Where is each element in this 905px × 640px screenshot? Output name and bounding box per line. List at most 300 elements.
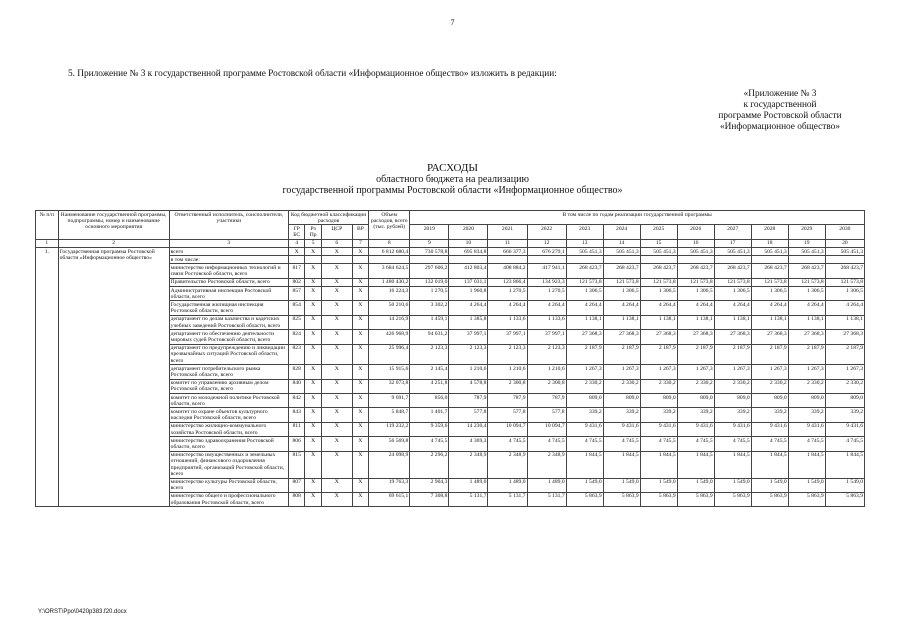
year-value-cell: 339,2 — [677, 408, 714, 422]
grbs-cell: 824 — [288, 330, 304, 344]
year-value-cell: 1 267,3 — [788, 365, 825, 379]
year-value-cell: 9 431,6 — [825, 422, 864, 436]
year-value-cell: 2 296,2 — [410, 451, 449, 478]
year-value-cell: 7 308,8 — [410, 492, 449, 506]
year-value-cell: 417 941,1 — [527, 264, 566, 278]
year-value-cell — [527, 256, 566, 264]
year-value-cell: 4 264,4 — [603, 301, 640, 315]
executor-cell: в том числе: — [169, 256, 288, 264]
year-value-cell: 27 368,3 — [603, 330, 640, 344]
year-value-cell: 809,0 — [640, 394, 677, 408]
executor-cell: министерство имущественных и земельных отношений, финансового оздоровления предприятий, организаций Ростовской области, всего — [169, 451, 288, 478]
year-value-cell: 10 094,7 — [488, 422, 527, 436]
year-value-cell: 4 745,5 — [788, 437, 825, 451]
csr-cell: Х — [321, 408, 352, 422]
year-value-cell: 1 267,3 — [603, 365, 640, 379]
year-value-cell: 1 138,1 — [603, 315, 640, 329]
column-number: 2 — [58, 239, 169, 247]
year-value-cell: 1 306,5 — [603, 287, 640, 301]
year-value-cell: 1 549,0 — [751, 478, 788, 492]
header-year: 2029 — [788, 225, 825, 239]
year-value-cell: 1 133,6 — [488, 315, 527, 329]
vr-cell: Х — [352, 315, 368, 329]
year-value-cell: 5 863,9 — [714, 492, 751, 506]
year-value-cell: 2 300,8 — [488, 379, 527, 393]
vr-cell: Х — [352, 437, 368, 451]
rzpr-cell: Х — [305, 422, 321, 436]
grbs-cell: 828 — [288, 365, 304, 379]
intro-paragraph: 5. Приложение № 3 к государственной программе Ростовской области «Информационное общество» изложить в редакции: — [68, 69, 557, 79]
year-value-cell: 4 264,4 — [788, 301, 825, 315]
year-value-cell: 1 267,3 — [677, 365, 714, 379]
header-csr: ЦСР — [321, 225, 352, 239]
vr-cell: Х — [352, 248, 368, 256]
title-line: областного бюджета на реализацию — [376, 174, 529, 185]
year-value-cell: 5 863,9 — [603, 492, 640, 506]
csr-cell: Х — [321, 248, 352, 256]
column-number: 18 — [751, 239, 788, 247]
year-value-cell: 1 549,0 — [640, 478, 677, 492]
year-value-cell: 2 330,2 — [788, 379, 825, 393]
year-value-cell: 339,2 — [640, 408, 677, 422]
year-value-cell — [677, 256, 714, 264]
year-value-cell: 2 348,9 — [527, 451, 566, 478]
year-value-cell: 1 306,5 — [825, 287, 864, 301]
vr-cell: Х — [352, 394, 368, 408]
year-value-cell: 27 368,3 — [825, 330, 864, 344]
grbs-cell: 808 — [288, 492, 304, 506]
csr-cell: Х — [321, 287, 352, 301]
year-value-cell: 1 549,0 — [788, 478, 825, 492]
header-executor: Ответственный исполнитель, соисполнители, участники — [169, 211, 288, 240]
rzpr-cell: Х — [305, 264, 321, 278]
year-value-cell: 1 549,0 — [603, 478, 640, 492]
year-value-cell: 4 264,4 — [825, 301, 864, 315]
grbs-cell: 854 — [288, 301, 304, 315]
year-value-cell: 1 210,6 — [449, 365, 488, 379]
year-value-cell: 268 423,7 — [677, 264, 714, 278]
executor-cell: департамент по обеспечению деятельности мировых судей Ростовской области, всего — [169, 330, 288, 344]
header-year: 2030 — [825, 225, 864, 239]
year-value-cell: 505 451,3 — [640, 248, 677, 256]
vr-cell: Х — [352, 287, 368, 301]
vr-cell: Х — [352, 344, 368, 365]
year-value-cell: 2 187,9 — [751, 344, 788, 365]
grbs-cell: 811 — [288, 422, 304, 436]
rzpr-cell: Х — [305, 437, 321, 451]
year-value-cell: 4 745,5 — [410, 437, 449, 451]
executor-cell: министерство общего и профессионального образования Ростовской области, всего — [169, 492, 288, 506]
rzpr-cell — [305, 256, 321, 264]
rzpr-cell: Х — [305, 365, 321, 379]
year-value-cell: 121 573,8 — [751, 278, 788, 286]
year-value-cell: 9 431,6 — [751, 422, 788, 436]
year-value-cell: 1 306,5 — [788, 287, 825, 301]
total-cell: 24 098,9 — [369, 451, 410, 478]
year-value-cell: 4 264,4 — [640, 301, 677, 315]
column-number: 20 — [825, 239, 864, 247]
rzpr-cell: Х — [305, 408, 321, 422]
grbs-cell: 823 — [288, 344, 304, 365]
header-year: 2028 — [751, 225, 788, 239]
year-value-cell: 505 451,3 — [751, 248, 788, 256]
header-year: 2026 — [677, 225, 714, 239]
csr-cell: Х — [321, 478, 352, 492]
total-cell: 15 915,6 — [369, 365, 410, 379]
year-value-cell: 505 451,3 — [714, 248, 751, 256]
year-value-cell: 1 138,1 — [751, 315, 788, 329]
header-year: 2025 — [640, 225, 677, 239]
year-value-cell: 134 923,3 — [527, 278, 566, 286]
year-value-cell: 2 187,9 — [566, 344, 603, 365]
year-value-cell: 787,9 — [449, 394, 488, 408]
year-value-cell: 2 904,3 — [410, 478, 449, 492]
year-value-cell: 121 573,8 — [788, 278, 825, 286]
year-value-cell: 787,9 — [527, 394, 566, 408]
executor-cell: всего — [169, 248, 288, 256]
year-value-cell: 2 145,4 — [410, 365, 449, 379]
year-value-cell: 4 264,4 — [488, 301, 527, 315]
executor-cell: комитет по молодежной политике Ростовской области, всего — [169, 394, 288, 408]
total-cell: 14 216,9 — [369, 315, 410, 329]
total-cell: 5 848,7 — [369, 408, 410, 422]
column-number: 19 — [788, 239, 825, 247]
year-value-cell: 4 745,5 — [603, 437, 640, 451]
year-value-cell: 37 997,1 — [449, 330, 488, 344]
title-heading: РАСХОДЫ — [426, 162, 479, 174]
csr-cell — [321, 256, 352, 264]
year-value-cell: 10 094,7 — [527, 422, 566, 436]
year-value-cell: 1 489,0 — [527, 478, 566, 492]
year-value-cell: 14 230,4 — [449, 422, 488, 436]
csr-cell: Х — [321, 422, 352, 436]
executor-cell: министерство здравоохранения Ростовской области, всего — [169, 437, 288, 451]
appendix-line: «Информационное общество» — [720, 122, 840, 132]
year-value-cell: 856,0 — [410, 394, 449, 408]
year-value-cell: 4 745,5 — [566, 437, 603, 451]
year-value-cell: 3 302,2 — [410, 301, 449, 315]
executor-cell: министерство информационных технологий и связи Ростовской области, всего — [169, 264, 288, 278]
year-value-cell: 505 451,3 — [566, 248, 603, 256]
year-value-cell: 1 306,5 — [640, 287, 677, 301]
year-value-cell: 4 745,5 — [751, 437, 788, 451]
executor-cell: Государственная жилищная инспекция Ростовской области, всего — [169, 301, 288, 315]
csr-cell: Х — [321, 379, 352, 393]
year-value-cell: 1 549,0 — [714, 478, 751, 492]
year-value-cell: 2 187,9 — [603, 344, 640, 365]
year-value-cell: 4 745,5 — [714, 437, 751, 451]
year-value-cell: 339,2 — [825, 408, 864, 422]
year-value-cell: 1 267,3 — [566, 365, 603, 379]
header-volume: Объем расходов, всего (тыс. рублей) — [369, 211, 410, 240]
vr-cell: Х — [352, 451, 368, 478]
year-value-cell: 268 423,7 — [603, 264, 640, 278]
year-value-cell: 1 138,1 — [640, 315, 677, 329]
vr-cell: Х — [352, 301, 368, 315]
column-number: 4 — [288, 239, 304, 247]
year-value-cell: 2 330,2 — [825, 379, 864, 393]
total-cell: 25 996,4 — [369, 344, 410, 365]
year-value-cell: 809,0 — [788, 394, 825, 408]
year-value-cell: 37 997,1 — [488, 330, 527, 344]
year-value-cell: 1 844,5 — [603, 451, 640, 478]
year-value-cell: 4 745,5 — [677, 437, 714, 451]
header-year: 2023 — [566, 225, 603, 239]
year-value-cell: 27 368,3 — [788, 330, 825, 344]
executor-cell: министерство жилищно-коммунального хозяйства Ростовской области, всего — [169, 422, 288, 436]
csr-cell: Х — [321, 301, 352, 315]
year-value-cell: 1 133,6 — [527, 315, 566, 329]
grbs-cell: 843 — [288, 408, 304, 422]
column-number: 9 — [410, 239, 449, 247]
program-number: 1. — [36, 248, 59, 507]
csr-cell: Х — [321, 330, 352, 344]
year-value-cell: 1 210,6 — [488, 365, 527, 379]
vr-cell: Х — [352, 264, 368, 278]
year-value-cell — [825, 256, 864, 264]
year-value-cell: 5 863,9 — [825, 492, 864, 506]
year-value-cell: 2 123,3 — [488, 344, 527, 365]
year-value-cell: 730 578,8 — [410, 248, 449, 256]
year-value-cell: 1 267,3 — [751, 365, 788, 379]
year-value-cell: 268 423,7 — [640, 264, 677, 278]
executor-cell: комитет по охране объектов культурного наследия Ростовской области, всего — [169, 408, 288, 422]
year-value-cell: 1 844,5 — [566, 451, 603, 478]
year-value-cell: 505 451,3 — [603, 248, 640, 256]
vr-cell: Х — [352, 422, 368, 436]
year-value-cell: 5 863,9 — [566, 492, 603, 506]
grbs-cell: 840 — [288, 379, 304, 393]
year-value-cell: 121 573,8 — [566, 278, 603, 286]
year-value-cell: 27 368,3 — [566, 330, 603, 344]
year-value-cell: 9 431,6 — [640, 422, 677, 436]
vr-cell: Х — [352, 365, 368, 379]
csr-cell: Х — [321, 437, 352, 451]
total-cell: 69 615,1 — [369, 492, 410, 506]
grbs-cell: Х — [288, 248, 304, 256]
column-number: 6 — [321, 239, 352, 247]
year-value-cell: 5 863,9 — [640, 492, 677, 506]
header-vr: ВР — [352, 225, 368, 239]
year-value-cell: 339,2 — [603, 408, 640, 422]
csr-cell: Х — [321, 492, 352, 506]
year-value-cell: 577,8 — [449, 408, 488, 422]
year-value-cell: 1 844,5 — [788, 451, 825, 478]
grbs-cell: 815 — [288, 451, 304, 478]
rzpr-cell: Х — [305, 278, 321, 286]
year-value-cell: 1 844,5 — [714, 451, 751, 478]
grbs-cell: 857 — [288, 287, 304, 301]
year-value-cell: 695 834,8 — [449, 248, 488, 256]
header-years-group: В том числе по годам реализации государственной программы — [410, 211, 865, 225]
year-value-cell: 809,0 — [751, 394, 788, 408]
year-value-cell: 2 330,2 — [751, 379, 788, 393]
year-value-cell: 1 844,5 — [825, 451, 864, 478]
year-value-cell: 2 187,9 — [788, 344, 825, 365]
total-cell: 1 480 430,2 — [369, 278, 410, 286]
year-value-cell: 121 573,8 — [603, 278, 640, 286]
year-value-cell — [410, 256, 449, 264]
year-value-cell: 27 368,3 — [714, 330, 751, 344]
year-value-cell: 1 138,1 — [677, 315, 714, 329]
csr-cell: Х — [321, 365, 352, 379]
year-value-cell: 5 131,7 — [488, 492, 527, 506]
year-value-cell: 809,0 — [566, 394, 603, 408]
year-value-cell: 1 270,5 — [488, 287, 527, 301]
year-value-cell: 4 745,5 — [488, 437, 527, 451]
year-value-cell: 577,8 — [527, 408, 566, 422]
year-value-cell: 268 423,7 — [825, 264, 864, 278]
year-value-cell: 809,0 — [825, 394, 864, 408]
year-value-cell: 1 489,0 — [449, 478, 488, 492]
year-value-cell: 5 131,7 — [527, 492, 566, 506]
year-value-cell: 5 863,9 — [751, 492, 788, 506]
rzpr-cell: Х — [305, 492, 321, 506]
year-value-cell: 339,2 — [751, 408, 788, 422]
year-value-cell: 2 187,9 — [714, 344, 751, 365]
rzpr-cell: Х — [305, 394, 321, 408]
year-value-cell: 121 573,8 — [714, 278, 751, 286]
vr-cell: Х — [352, 478, 368, 492]
year-value-cell: 121 573,8 — [640, 278, 677, 286]
header-grbs: ГР БС — [288, 225, 304, 239]
vr-cell: Х — [352, 492, 368, 506]
year-value-cell — [449, 256, 488, 264]
year-value-cell: 4 264,4 — [527, 301, 566, 315]
expenses-table — [35, 210, 865, 507]
year-value-cell: 1 306,5 — [751, 287, 788, 301]
appendix-line: «Приложение № 3 — [743, 89, 817, 99]
year-value-cell: 123 866,4 — [488, 278, 527, 286]
year-value-cell: 4 251,8 — [410, 379, 449, 393]
csr-cell: Х — [321, 315, 352, 329]
year-value-cell: 2 330,2 — [640, 379, 677, 393]
executor-cell: комитет по управлению архивным делом Ростовской области, всего — [169, 379, 288, 393]
executor-cell: Правительство Ростовской области, всего — [169, 278, 288, 286]
year-value-cell: 2 330,2 — [603, 379, 640, 393]
rzpr-cell: Х — [305, 248, 321, 256]
year-value-cell: 1 549,0 — [825, 478, 864, 492]
grbs-cell: 806 — [288, 437, 304, 451]
column-number: 16 — [677, 239, 714, 247]
csr-cell: Х — [321, 264, 352, 278]
year-value-cell: 1 270,5 — [527, 287, 566, 301]
year-value-cell: 1 210,6 — [527, 365, 566, 379]
year-value-cell: 1 459,1 — [410, 315, 449, 329]
column-number: 7 — [352, 239, 368, 247]
total-cell: 3 684 624,5 — [369, 264, 410, 278]
year-value-cell: 4 264,4 — [751, 301, 788, 315]
executor-cell: департамент по предупреждению и ликвидации чрезвычайных ситуаций Ростовской области, всего — [169, 344, 288, 365]
year-value-cell: 1 844,5 — [677, 451, 714, 478]
year-value-cell: 5 863,9 — [788, 492, 825, 506]
column-number: 17 — [714, 239, 751, 247]
year-value-cell: 4 369,3 — [449, 437, 488, 451]
rzpr-cell: Х — [305, 301, 321, 315]
year-value-cell: 809,0 — [603, 394, 640, 408]
year-value-cell: 676 279,1 — [527, 248, 566, 256]
csr-cell: Х — [321, 451, 352, 478]
year-value-cell: 37 997,1 — [527, 330, 566, 344]
total-cell: 50 210,6 — [369, 301, 410, 315]
year-value-cell: 666 377,3 — [488, 248, 527, 256]
year-value-cell — [603, 256, 640, 264]
year-value-cell: 2 300,8 — [527, 379, 566, 393]
year-value-cell: 2 187,9 — [677, 344, 714, 365]
rzpr-cell: Х — [305, 315, 321, 329]
year-value-cell: 1 306,5 — [677, 287, 714, 301]
year-value-cell: 1 138,1 — [714, 315, 751, 329]
header-num: № п/п — [36, 211, 59, 240]
header-rzpr: Рз Пр — [305, 225, 321, 239]
rzpr-cell: Х — [305, 330, 321, 344]
year-value-cell: 4 264,4 — [566, 301, 603, 315]
year-value-cell: 1 489,0 — [488, 478, 527, 492]
header-year: 2021 — [488, 225, 527, 239]
header-year: 2022 — [527, 225, 566, 239]
header-name: Наименование государственной программы, подпрограммы, номер и наименование основного мероприятия — [58, 211, 169, 240]
year-value-cell: 1 138,1 — [788, 315, 825, 329]
year-value-cell: 339,2 — [566, 408, 603, 422]
program-name: Государственная программа Ростовской области «Информационное общество» — [58, 248, 169, 507]
year-value-cell: 297 606,2 — [410, 264, 449, 278]
year-value-cell: 9 431,6 — [714, 422, 751, 436]
year-value-cell: 4 264,4 — [714, 301, 751, 315]
year-value-cell: 5 131,7 — [449, 492, 488, 506]
column-number: 11 — [488, 239, 527, 247]
year-value-cell: 268 423,7 — [751, 264, 788, 278]
year-value-cell: 1 549,0 — [677, 478, 714, 492]
year-value-cell: 2 330,2 — [566, 379, 603, 393]
year-value-cell: 4 745,5 — [825, 437, 864, 451]
header-year: 2024 — [603, 225, 640, 239]
rzpr-cell: Х — [305, 287, 321, 301]
column-number: 1 — [36, 239, 59, 247]
year-value-cell: 408 884,2 — [488, 264, 527, 278]
year-value-cell: 2 123,3 — [527, 344, 566, 365]
executor-cell: министерство культуры Ростовской области, всего — [169, 478, 288, 492]
year-value-cell: 9 431,6 — [788, 422, 825, 436]
grbs-cell: 825 — [288, 315, 304, 329]
year-value-cell: 1 306,5 — [566, 287, 603, 301]
total-cell: 6 812 680,4 — [369, 248, 410, 256]
year-value-cell: 1 844,5 — [640, 451, 677, 478]
year-value-cell: 809,0 — [714, 394, 751, 408]
total-cell: 426 968,9 — [369, 330, 410, 344]
year-value-cell: 577,8 — [488, 408, 527, 422]
column-number: 14 — [603, 239, 640, 247]
year-value-cell: 4 745,5 — [527, 437, 566, 451]
rzpr-cell: Х — [305, 478, 321, 492]
rzpr-cell: Х — [305, 451, 321, 478]
header-year: 2027 — [714, 225, 751, 239]
year-value-cell: 4 264,4 — [449, 301, 488, 315]
year-value-cell: 1 401,7 — [410, 408, 449, 422]
year-value-cell: 1 267,3 — [825, 365, 864, 379]
year-value-cell: 809,0 — [677, 394, 714, 408]
rzpr-cell: Х — [305, 344, 321, 365]
file-path-footer: Y:\ORST\Ppo\0420p383.f20.docx — [38, 609, 127, 615]
total-cell: 19 763,3 — [369, 478, 410, 492]
year-value-cell: 1 270,5 — [410, 287, 449, 301]
year-value-cell — [566, 256, 603, 264]
year-value-cell — [714, 256, 751, 264]
year-value-cell: 121 573,8 — [825, 278, 864, 286]
rzpr-cell: Х — [305, 379, 321, 393]
year-value-cell: 9 431,6 — [677, 422, 714, 436]
csr-cell: Х — [321, 278, 352, 286]
column-number: 13 — [566, 239, 603, 247]
